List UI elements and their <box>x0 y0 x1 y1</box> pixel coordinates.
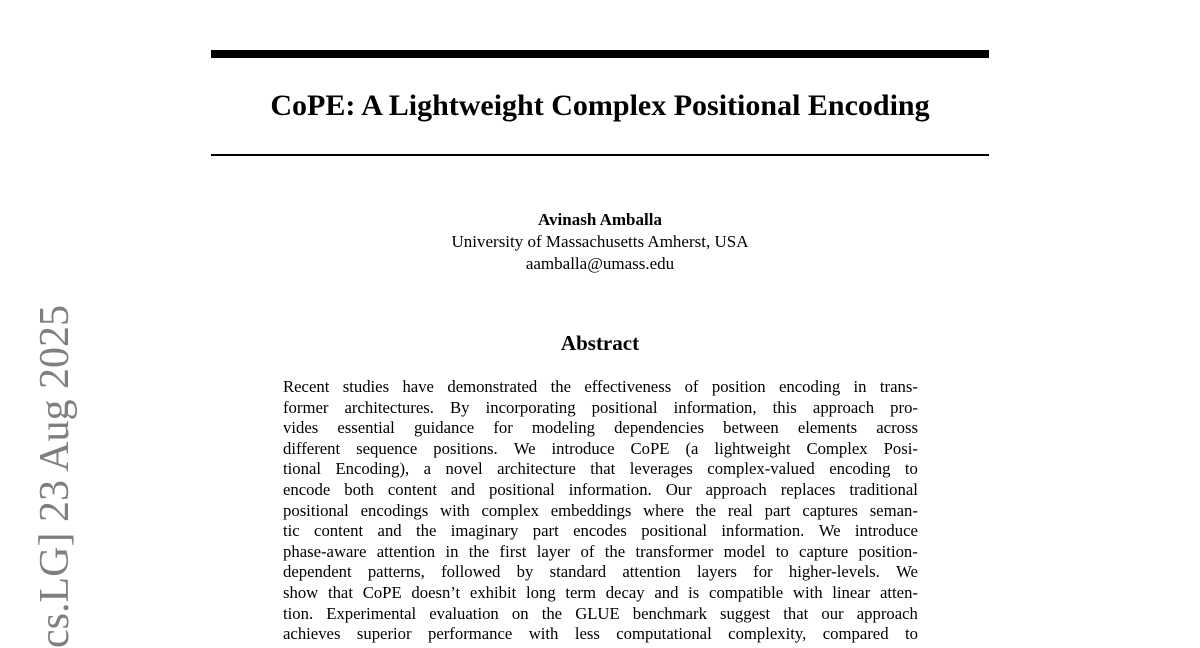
abstract-word: term <box>565 582 596 602</box>
abstract-line <box>283 377 918 398</box>
abstract-word: of <box>580 541 595 561</box>
abstract-word: that <box>590 459 616 479</box>
abstract-word: imaginary <box>450 521 519 541</box>
abstract-word: Encoding), <box>335 459 410 479</box>
abstract-word: elements <box>797 418 858 438</box>
abstract-word: to <box>904 624 918 644</box>
abstract-word: for <box>493 418 513 438</box>
abstract-word: sequence <box>356 438 418 458</box>
abstract-word: and <box>654 582 679 602</box>
abstract-word: replaces <box>780 479 836 499</box>
abstract-line <box>283 418 918 439</box>
abstract-word: content <box>314 521 364 541</box>
abstract-word: former <box>283 397 329 417</box>
abstract-word: a <box>423 459 432 479</box>
abstract-word: demonstrated <box>447 377 538 396</box>
abstract-word: content <box>387 479 437 499</box>
abstract-word: where <box>643 500 684 520</box>
arxiv-stamp: cs.LG] 23 Aug 2025 <box>32 305 78 648</box>
abstract-word: Our <box>665 479 692 499</box>
abstract-word: superior <box>356 624 412 644</box>
abstract-word: exhibit <box>469 582 517 602</box>
abstract-word: Complex <box>806 438 868 458</box>
abstract-word: long <box>526 582 556 602</box>
abstract-line <box>283 480 918 501</box>
abstract-word: introduce <box>854 521 918 541</box>
abstract-word: positional <box>283 500 349 520</box>
abstract-word: part <box>764 500 791 520</box>
abstract-word: the <box>695 500 717 520</box>
abstract-word: We <box>513 438 536 458</box>
abstract-word: Posi- <box>883 438 918 458</box>
abstract-word: suggest <box>720 603 771 623</box>
abstract-word: with <box>528 624 559 644</box>
abstract-word: that <box>327 582 353 602</box>
abstract-word: model <box>723 541 766 561</box>
title-rule <box>211 154 989 156</box>
abstract-word: pro- <box>890 397 918 417</box>
abstract-word: layers <box>697 562 737 582</box>
abstract-word: (a <box>685 438 699 458</box>
abstract-word: Recent <box>283 377 330 396</box>
abstract-word: approach <box>856 603 918 623</box>
abstract-heading: Abstract <box>560 331 640 355</box>
abstract-line <box>283 398 918 419</box>
abstract-word: that <box>783 603 809 623</box>
abstract-word: phase-aware <box>283 541 367 561</box>
abstract-word: with <box>440 500 470 520</box>
abstract-word: positional <box>488 479 555 499</box>
abstract-word: encodes <box>573 521 627 541</box>
abstract-word: show <box>283 582 319 602</box>
abstract-word: encoding <box>779 377 841 396</box>
abstract-word: leverages <box>629 459 693 479</box>
abstract-word: seman- <box>869 500 918 520</box>
abstract-word: encode <box>283 479 331 499</box>
abstract-word: Experimental <box>326 603 417 623</box>
abstract-line <box>283 542 918 563</box>
abstract-word: positional <box>641 521 708 541</box>
abstract-word: standard <box>549 562 607 582</box>
abstract-word: trans- <box>879 377 918 396</box>
author-affiliation: University of Massachusetts Amherst, USA <box>451 232 749 251</box>
abstract-word: compatible <box>709 582 784 602</box>
abstract-word: dependent <box>283 562 352 582</box>
abstract-word: the <box>604 541 626 561</box>
abstract-word: complex-valued <box>707 459 815 479</box>
abstract-line <box>283 521 918 542</box>
abstract-word: have <box>402 377 434 396</box>
abstract-word: tion. <box>283 603 314 623</box>
abstract-word: by <box>516 562 534 582</box>
abstract-word: to <box>904 459 918 479</box>
top-rule <box>211 50 989 58</box>
abstract-word: essential <box>337 418 395 438</box>
abstract-word: capture <box>799 541 849 561</box>
abstract-word: information. <box>568 479 652 499</box>
abstract-word: encodings <box>360 500 429 520</box>
abstract-word: attention <box>376 541 436 561</box>
abstract-word: complexity, <box>728 624 807 644</box>
abstract-word: for <box>753 562 773 582</box>
abstract-word: atten- <box>880 582 918 602</box>
abstract-word: part <box>532 521 559 541</box>
abstract-word: position <box>711 377 766 396</box>
abstract-word: traditional <box>849 479 918 499</box>
abstract-word: between <box>723 418 779 438</box>
abstract-word: this <box>772 397 797 417</box>
abstract-word: complex <box>481 500 539 520</box>
abstract-word: both <box>344 479 374 499</box>
abstract-word: is <box>688 582 700 602</box>
abstract-word: layer <box>536 541 571 561</box>
abstract-word: information. <box>721 521 805 541</box>
author-name: Avinash Amballa <box>538 210 662 229</box>
abstract-word: By <box>450 397 470 417</box>
abstract-word: benchmark <box>632 603 707 623</box>
abstract-word: real <box>727 500 753 520</box>
abstract-word: and <box>450 479 476 499</box>
abstract-word: to <box>775 541 789 561</box>
abstract-line <box>283 562 918 583</box>
abstract-word: studies <box>342 377 390 396</box>
abstract-word: dependencies <box>614 418 704 438</box>
abstract-word: the <box>550 377 572 396</box>
abstract-word: different <box>283 438 341 458</box>
abstract-word: guidance <box>413 418 475 438</box>
abstract-word: transformer <box>635 541 714 561</box>
abstract-word: evaluation <box>429 603 499 623</box>
author-block <box>211 209 989 275</box>
paper-title: CoPE: A Lightweight Complex Positional Encoding <box>270 89 930 122</box>
abstract-word: tic <box>283 521 300 541</box>
abstract-word: architecture <box>497 459 576 479</box>
abstract-word: in <box>853 377 867 396</box>
abstract-word: achieves <box>283 624 341 644</box>
abstract-line <box>283 624 918 645</box>
abstract-word: positional <box>591 397 658 417</box>
abstract-word: positions. <box>433 438 498 458</box>
abstract-word: tional <box>283 459 322 479</box>
abstract-body <box>283 377 918 645</box>
abstract-word: compared <box>822 624 889 644</box>
abstract-word: position- <box>858 541 918 561</box>
abstract-word: the <box>416 521 437 541</box>
abstract-word: and <box>377 521 402 541</box>
abstract-word: doesn’t <box>411 582 461 602</box>
abstract-word: We <box>896 562 918 582</box>
abstract-word: of <box>684 377 699 396</box>
abstract-word: lightweight <box>714 438 791 458</box>
abstract-word: performance <box>427 624 513 644</box>
abstract-line <box>283 501 918 522</box>
abstract-word: modeling <box>531 418 595 438</box>
abstract-word: encoding <box>829 459 891 479</box>
abstract-word: CoPE <box>362 582 402 602</box>
abstract-word: decay <box>605 582 645 602</box>
abstract-word: incorporating <box>485 397 576 417</box>
abstract-word: GLUE <box>575 603 620 623</box>
abstract-word: information, <box>673 397 757 417</box>
author-email: aamballa@umass.edu <box>525 254 675 273</box>
abstract-word: captures <box>802 500 858 520</box>
abstract-word: CoPE <box>630 438 670 458</box>
abstract-word: the <box>541 603 563 623</box>
abstract-word: approach <box>705 479 767 499</box>
abstract-line <box>283 439 918 460</box>
abstract-word: our <box>821 603 844 623</box>
abstract-word: first <box>499 541 527 561</box>
abstract-word: embeddings <box>550 500 632 520</box>
abstract-word: linear <box>832 582 871 602</box>
abstract-line <box>283 459 918 480</box>
abstract-line <box>283 604 918 625</box>
abstract-word: on <box>511 603 529 623</box>
abstract-word: introduce <box>551 438 615 458</box>
abstract-word: across <box>876 418 918 438</box>
abstract-word: We <box>818 521 841 541</box>
abstract-word: patterns, <box>367 562 425 582</box>
abstract-word: followed <box>441 562 501 582</box>
abstract-word: novel <box>445 459 483 479</box>
abstract-word: the <box>468 541 490 561</box>
abstract-word: effectiveness <box>584 377 672 396</box>
abstract-word: approach <box>812 397 875 417</box>
abstract-word: architectures. <box>344 397 434 417</box>
abstract-line <box>283 583 918 604</box>
abstract-word: higher-levels. <box>788 562 880 582</box>
abstract-word: computational <box>616 624 712 644</box>
abstract-word: vides <box>283 418 319 438</box>
abstract-word: attention <box>622 562 681 582</box>
abstract-word: less <box>574 624 600 644</box>
abstract-word: in <box>445 541 459 561</box>
abstract-word: with <box>792 582 823 602</box>
